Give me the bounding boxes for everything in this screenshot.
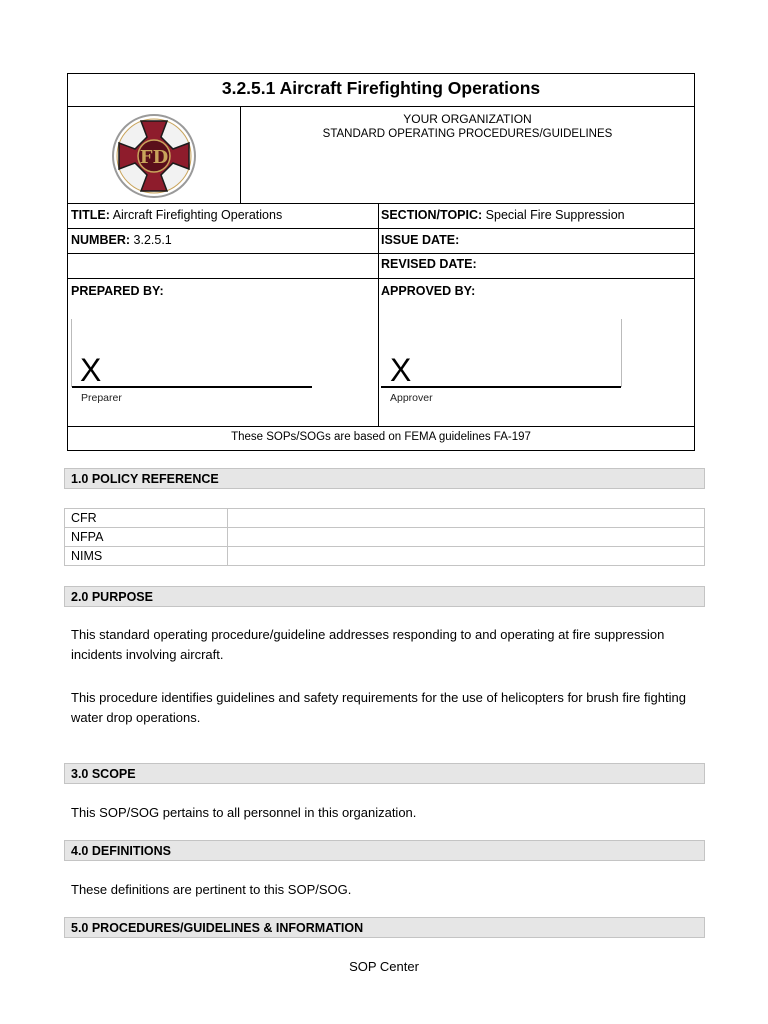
policy-reference-table: [64, 508, 705, 566]
signature-box-edge: [621, 319, 622, 387]
table-row: [65, 547, 705, 566]
header-table: [67, 73, 695, 451]
signature-box-edge: [71, 319, 72, 387]
title-value: Aircraft Firefighting Operations: [112, 208, 283, 222]
title-field: [71, 208, 282, 222]
divider: [68, 106, 694, 107]
section-heading-procedures: 5.0 PROCEDURES/GUIDELINES & INFORMATION: [64, 917, 705, 938]
prepared-by-label: PREPARED BY:: [71, 284, 164, 298]
policy-ref-key: NFPA: [65, 528, 228, 547]
table-row: [65, 509, 705, 528]
org-subtitle: STANDARD OPERATING PROCEDURES/GUIDELINES: [322, 128, 613, 140]
number-label: NUMBER:: [71, 233, 131, 247]
purpose-paragraph: This standard operating procedure/guideline addresses responding to and operating at fire suppression incidents involving aircraft.: [71, 627, 665, 662]
preparer-signature-line[interactable]: [72, 386, 312, 388]
section-field: [381, 208, 625, 222]
approver-signature-mark: X: [390, 352, 412, 388]
purpose-paragraph: This procedure identifies guidelines and safety requirements for the use of helicopters for brush fire fighting water drop operations.: [71, 690, 686, 725]
revised-date-field: [381, 257, 477, 271]
section-heading-purpose: 2.0 PURPOSE: [64, 586, 705, 607]
approved-by-field: [381, 284, 475, 298]
policy-ref-value[interactable]: [228, 547, 705, 566]
approver-label: Approver: [390, 392, 433, 404]
section-value: Special Fire Suppression: [485, 208, 625, 222]
section-heading-definitions: 4.0 DEFINITIONS: [64, 840, 705, 861]
policy-ref-value[interactable]: [228, 509, 705, 528]
definitions-paragraph: These definitions are pertinent to this SOP/SOG.: [71, 882, 352, 897]
number-value: 3.2.5.1: [133, 233, 172, 247]
maltese-cross-icon: [111, 113, 197, 199]
divider: [68, 426, 694, 427]
table-row: [65, 528, 705, 547]
logo-text: FD: [139, 147, 169, 168]
divider: [68, 203, 694, 204]
divider: [68, 253, 694, 254]
divider: [68, 278, 694, 279]
scope-paragraph: This SOP/SOG pertains to all personnel in this organization.: [71, 805, 417, 820]
section-heading-scope: 3.0 SCOPE: [64, 763, 705, 784]
section-heading-policy-reference: 1.0 POLICY REFERENCE: [64, 468, 705, 489]
preparer-label: Preparer: [81, 392, 122, 404]
preparer-signature-mark: X: [80, 352, 102, 388]
issue-date-field: [381, 233, 459, 247]
section-label: SECTION/TOPIC:: [381, 208, 483, 222]
document-title: 3.2.5.1 Aircraft Firefighting Operations: [221, 78, 541, 98]
approved-by-label: APPROVED BY:: [381, 284, 476, 298]
policy-ref-key: NIMS: [65, 547, 228, 566]
page-footer: SOP Center: [349, 959, 419, 974]
title-label: TITLE:: [71, 208, 110, 222]
number-field: [71, 233, 172, 247]
revised-date-label: REVISED DATE:: [381, 257, 477, 271]
fire-department-logo: [111, 113, 197, 199]
policy-ref-key: CFR: [65, 509, 228, 528]
issue-date-label: ISSUE DATE:: [381, 233, 460, 247]
fema-basis-note: These SOPs/SOGs are based on FEMA guidelines FA-197: [231, 431, 531, 443]
policy-ref-value[interactable]: [228, 528, 705, 547]
org-name: YOUR ORGANIZATION: [403, 112, 532, 126]
approver-signature-line[interactable]: [381, 386, 621, 388]
prepared-by-field: [71, 284, 164, 298]
divider: [378, 203, 379, 426]
divider: [68, 228, 694, 229]
